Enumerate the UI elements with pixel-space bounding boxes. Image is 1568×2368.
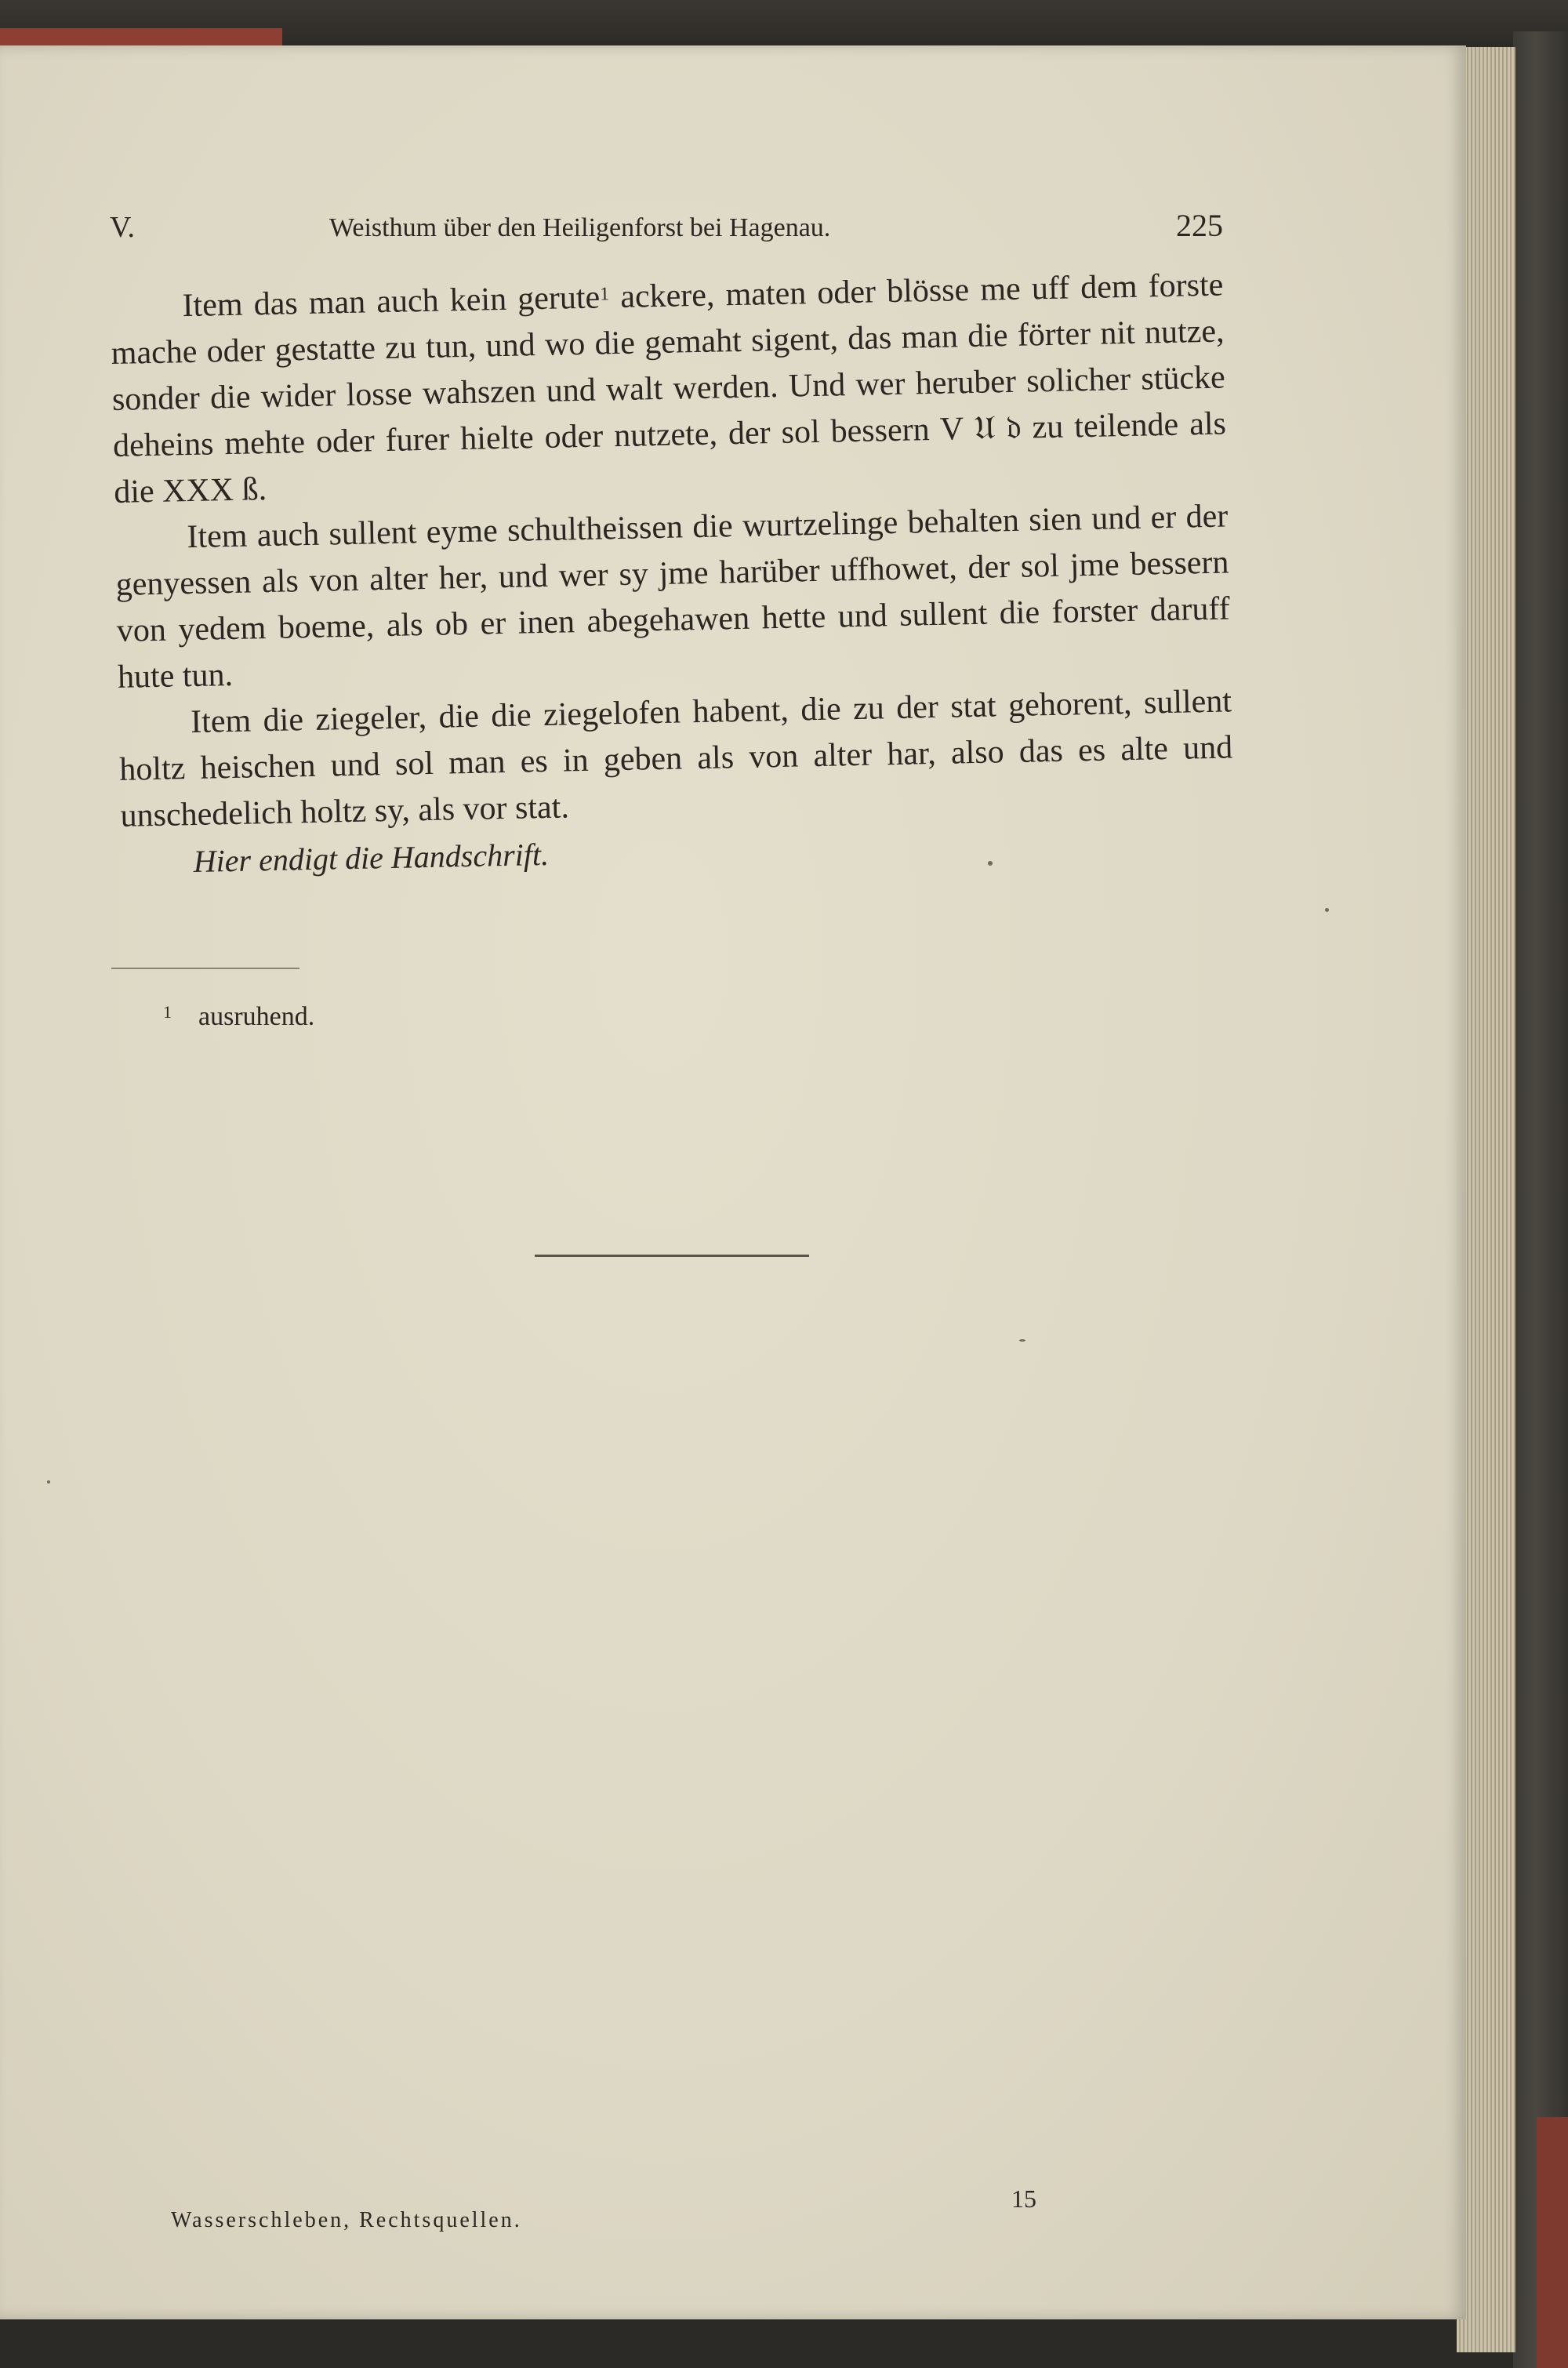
book-cover-right	[1513, 31, 1568, 2368]
book-page	[0, 45, 1466, 2319]
paragraph: Item die ziegeler, die die ziegelofen habent, die zu der stat gehorent, sullent holtz heischen und sol man es in geben als von alter har, also das es alte und unschedelich holtz sy, als vor stat.	[118, 683, 1233, 834]
book-cover-corner	[1537, 2117, 1568, 2368]
paragraph: Item auch sullent eyme schultheissen die wurtzelinge behalten sien und er der genyessen als von alter her, und wer sy jme harüber uffhowet, der sol jme bessern von yedem boeme, als ob er inen abegehawen hette und sullent die forster daruff hute tun.	[115, 498, 1231, 696]
paper-speck	[1325, 908, 1329, 912]
paper-speck	[47, 1480, 50, 1484]
paper-speck	[1019, 1339, 1025, 1342]
section-end-rule	[535, 1255, 809, 1257]
footnote	[163, 1002, 315, 1032]
footnote-reference: 1	[599, 284, 610, 305]
page-number: 225	[1176, 208, 1223, 243]
footnote-mark: 1	[163, 1002, 172, 1022]
printer-signature: Wasserschleben, Rechtsquellen.	[171, 2208, 522, 2232]
paper-speck	[988, 861, 993, 866]
running-title: Weisthum über den Heiligenforst bei Hagenau.	[329, 213, 831, 242]
body-text	[110, 263, 1235, 886]
running-header	[110, 210, 1223, 257]
paragraph-text: Item das man auch kein gerute	[182, 279, 601, 325]
chapter-numeral: V.	[110, 211, 136, 244]
sheet-number: 15	[1011, 2185, 1036, 2213]
footnote-text: ausruhend.	[198, 1002, 315, 1031]
paragraph	[110, 263, 1228, 516]
closing-note: Hier endigt die Handschrift.	[193, 836, 550, 880]
paragraph-text: ackere, maten oder blösse me uff dem forste mache oder gestatte zu tun, und wo die gemaht sigent, das man die förter nit nutze, sonder die wider losse wahszen und walt werden. Und wer heruber solicher stücke deheins mehte oder furer hielte oder nutzete, der sol bessern V 𝔘 𝔡 zu teilende als die XXX ß.	[111, 267, 1227, 510]
footnote-divider	[111, 968, 299, 969]
